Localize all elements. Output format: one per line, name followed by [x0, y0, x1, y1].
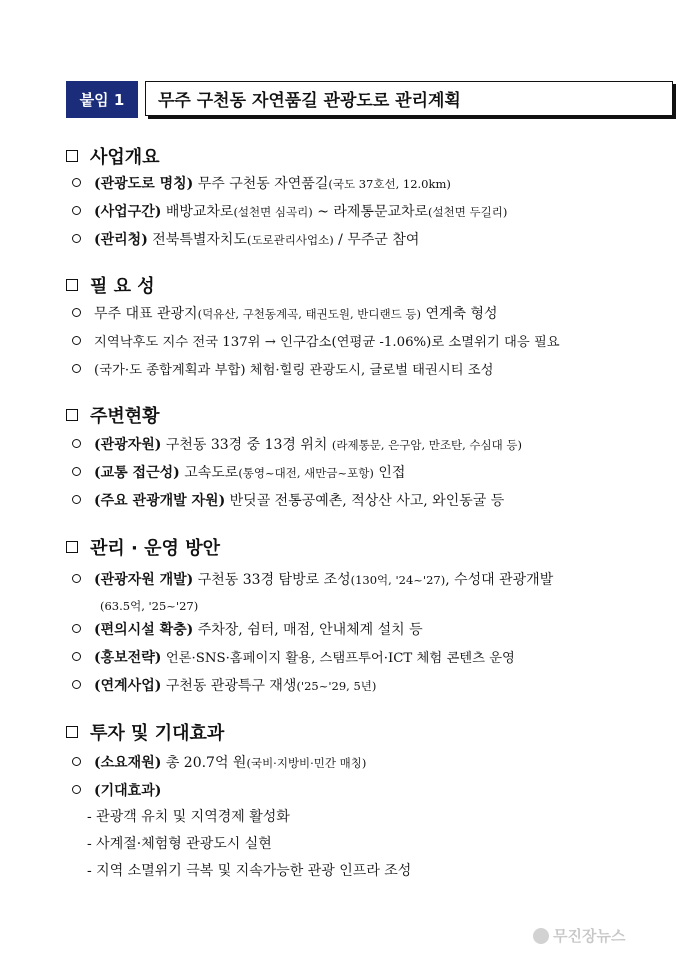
- section-overview: [66, 143, 160, 169]
- section-operation: [66, 534, 220, 560]
- checkbox-square-icon: [66, 409, 78, 421]
- list-item: (국가·도 종합계획과 부합) 체험·힐링 관광도시, 글로벌 태권시티 조성: [72, 361, 493, 380]
- document-title: 무주 구천동 자연품길 관광도로 관리계획: [145, 81, 673, 116]
- checkbox-square-icon: [66, 726, 78, 738]
- section-title: 필 요 성: [90, 276, 155, 297]
- circle-bullet-icon: [72, 364, 81, 373]
- list-item: (관리청) 전북특별자치도(도로관리사업소) / 무주군 참여: [72, 231, 419, 249]
- list-item-continuation: (63.5억, '25~'27): [100, 599, 199, 613]
- list-item: 지역낙후도 지수 전국 137위 → 인구감소(연평균 -1.06%)로 소멸위기 대응 필요: [72, 333, 560, 352]
- list-item: (관광자원) 구천동 33경 중 13경 위치 (라제통문, 은구암, 만조탄, 수심대 등): [72, 436, 522, 454]
- circle-bullet-icon: [72, 178, 81, 187]
- circle-bullet-icon: [72, 652, 81, 661]
- list-item: (관광도로 명칭) 무주 구천동 자연품길(국도 37호선, 12.0km): [72, 175, 451, 193]
- circle-bullet-icon: [72, 308, 81, 317]
- circle-bullet-icon: [72, 757, 81, 766]
- circle-bullet-icon: [72, 785, 81, 794]
- section-title: 투자 및 기대효과: [90, 723, 225, 744]
- section-title: 관리 · 운영 방안: [90, 538, 220, 559]
- list-item: (관광자원 개발) 구천동 33경 탐방로 조성(130억, '24~'27), 수성대 관광개발: [72, 571, 553, 589]
- effect-item: - 지역 소멸위기 극복 및 지속가능한 관광 인프라 조성: [87, 863, 412, 879]
- circle-bullet-icon: [72, 439, 81, 448]
- circle-bullet-icon: [72, 234, 81, 243]
- watermark-logo-icon: [533, 928, 549, 944]
- effect-item: - 관광객 유치 및 지역경제 활성화: [87, 809, 290, 825]
- list-item: (사업구간) 배방교차로(설천면 심곡리) ~ 라제통문교차로(설천면 두길리): [72, 203, 507, 221]
- watermark: 무진장뉴스: [533, 925, 625, 946]
- circle-bullet-icon: [72, 574, 81, 583]
- list-item: (편의시설 확충) 주차장, 쉼터, 매점, 안내체계 설치 등: [72, 621, 423, 639]
- section-surroundings: [66, 402, 160, 428]
- checkbox-square-icon: [66, 150, 78, 162]
- circle-bullet-icon: [72, 624, 81, 633]
- list-item: (소요재원) 총 20.7억 원(국비·지방비·민간 매칭): [72, 754, 366, 772]
- title-row: [66, 81, 673, 118]
- list-item: (기대효과): [72, 782, 161, 800]
- circle-bullet-icon: [72, 495, 81, 504]
- circle-bullet-icon: [72, 336, 81, 345]
- circle-bullet-icon: [72, 467, 81, 476]
- attachment-tag: 붙임 1: [66, 81, 138, 118]
- list-item: (연계사업) 구천동 관광특구 재생('25~'29, 5년): [72, 677, 376, 695]
- effect-item: - 사계절·체험형 관광도시 실현: [87, 836, 272, 852]
- checkbox-square-icon: [66, 279, 78, 291]
- section-necessity: [66, 272, 155, 298]
- section-title: 사업개요: [90, 147, 160, 168]
- checkbox-square-icon: [66, 541, 78, 553]
- circle-bullet-icon: [72, 680, 81, 689]
- circle-bullet-icon: [72, 206, 81, 215]
- list-item: 무주 대표 관광지(덕유산, 구천동계곡, 태권도원, 반디랜드 등) 연계축 형성: [72, 305, 498, 323]
- list-item: (홍보전략) 언론·SNS·홈페이지 활용, 스탬프투어·ICT 체험 콘텐츠 운영: [72, 649, 515, 668]
- list-item: (교통 접근성) 고속도로(통영~대전, 새만금~포항) 인접: [72, 464, 405, 482]
- list-item: (주요 관광개발 자원) 반딧골 전통공예촌, 적상산 사고, 와인동굴 등: [72, 492, 504, 510]
- section-title: 주변현황: [90, 406, 160, 427]
- section-investment: [66, 719, 224, 745]
